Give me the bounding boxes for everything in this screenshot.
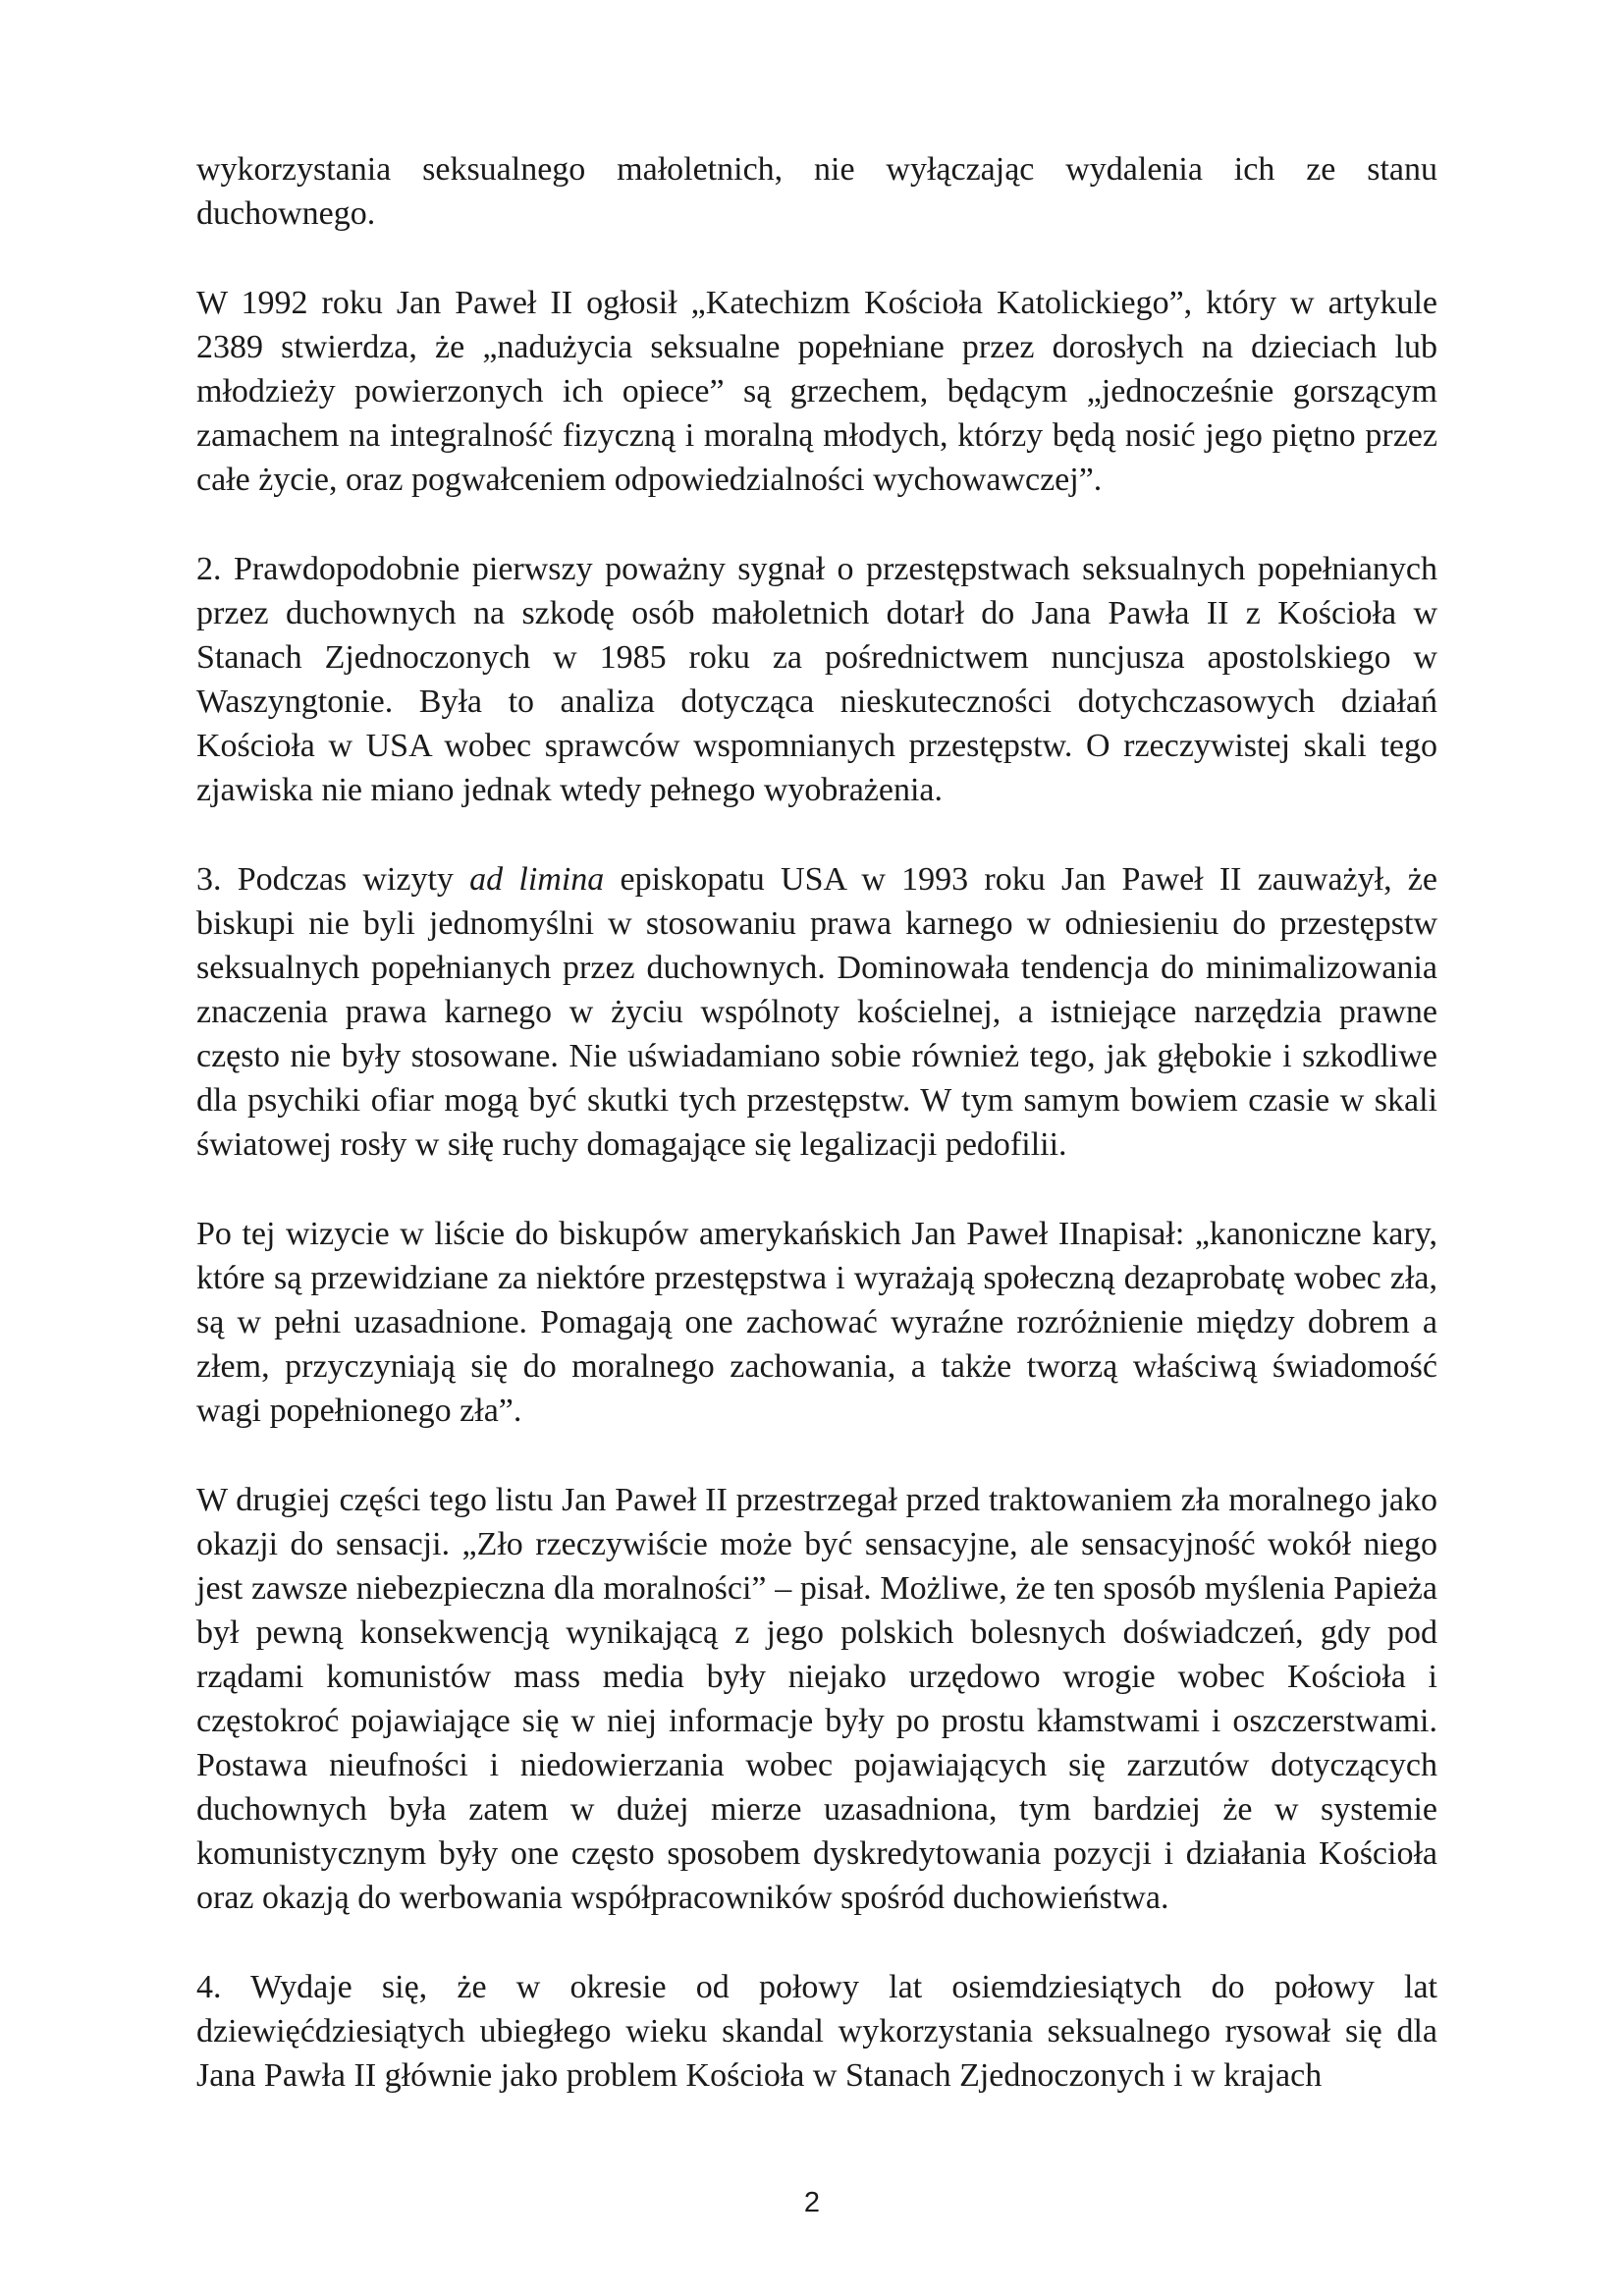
- page-number: 2: [803, 2187, 821, 2218]
- paragraph-7: 4. Wydaje się, że w okresie od połowy lat osiemdziesiątych do połowy lat dziewięćdziesiątych ubiegłego wieku skandal wykorzystania seksualnego rysował się dla Jana Pawła II głównie jako problem Kościoła w Stanach Zjednoczonych i w krajach: [196, 1969, 1437, 2094]
- paragraph-4-italic-phrase: ad limina: [469, 861, 605, 898]
- document-body: [196, 147, 1437, 2098]
- paragraph-5: Po tej wizycie w liście do biskupów amerykańskich Jan Paweł IInapisał: „kanoniczne kary, które są przewidziane za niektóre przestępstwa i wyrażają społeczną dezaprobatę wobec zła, są w pełni uzasadnione. Pomagają one zachować wyraźne rozróżnienie między dobrem a złem, przyczyniają się do moralnego zachowania, a także tworzą właściwą świadomość wagi popełnionego zła”.: [196, 1216, 1437, 1429]
- paragraph-1: wykorzystania seksualnego małoletnich, nie wyłączając wydalenia ich ze stanu duchownego.: [196, 151, 1437, 232]
- paragraph-4: [196, 857, 1437, 1167]
- paragraph-4-text-before: 3. Podczas wizyty: [196, 861, 470, 898]
- paragraph-6: W drugiej części tego listu Jan Paweł II przestrzegał przed traktowaniem zła moralnego jako okazji do sensacji. „Zło rzeczywiście może być sensacyjne, ale sensacyjność wokół niego jest zawsze niebezpieczna dla moralności” – pisał. Możliwe, że ten sposób myślenia Papieża był pewną konsekwencją wynikającą z jego polskich bolesnych doświadczeń, gdy pod rządami komunistów mass media były niejako urzędowo wrogie wobec Kościoła i częstokroć pojawiające się w niej informacje były po prostu kłamstwami i oszczerstwami. Postawa nieufności i niedowierzania wobec pojawiających się zarzutów dotyczących duchownych była zatem w dużej mierze uzasadniona, tym bardziej że w systemie komunistycznym były one często sposobem dyskredytowania pozycji i działania Kościoła oraz okazją do werbowania współpracowników spośród duchowieństwa.: [196, 1482, 1437, 1916]
- paragraph-3: 2. Prawdopodobnie pierwszy poważny sygnał o przestępstwach seksualnych popełnianych przez duchownych na szkodę osób małoletnich dotarł do Jana Pawła II z Kościoła w Stanach Zjednoczonych w 1985 roku za pośrednictwem nuncjusza apostolskiego w Waszyngtonie. Była to analiza dotycząca nieskuteczności dotychczasowych działań Kościoła w USA wobec sprawców wspomnianych przestępstw. O rzeczywistej skali tego zjawiska nie miano jednak wtedy pełnego wyobrażenia.: [196, 551, 1437, 808]
- paragraph-2: W 1992 roku Jan Paweł II ogłosił „Katechizm Kościoła Katolickiego”, który w artykule 2389 stwierdza, że „nadużycia seksualne popełniane przez dorosłych na dzieciach lub młodzieży powierzonych ich opiece” są grzechem, będącym „jednocześnie gorszącym zamachem na integralność fizyczną i moralną młodych, którzy będą nosić jego piętno przez całe życie, oraz pogwałceniem odpowiedzialności wychowawczej”.: [196, 285, 1437, 498]
- paragraph-4-text-after: episkopatu USA w 1993 roku Jan Paweł II zauważył, że biskupi nie byli jednomyślni w stosowaniu prawa karnego w odniesieniu do przestępstw seksualnych popełnianych przez duchownych. Dominowała tendencja do minimalizowania znaczenia prawa karnego w życiu wspólnoty kościelnej, a istniejące narzędzia prawne często nie były stosowane. Nie uświadamiano sobie również tego, jak głębokie i szkodliwe dla psychiki ofiar mogą być skutki tych przestępstw. W tym samym bowiem czasie w skali światowej rosły w siłę ruchy domagające się legalizacji pedofilii.: [196, 861, 1437, 1163]
